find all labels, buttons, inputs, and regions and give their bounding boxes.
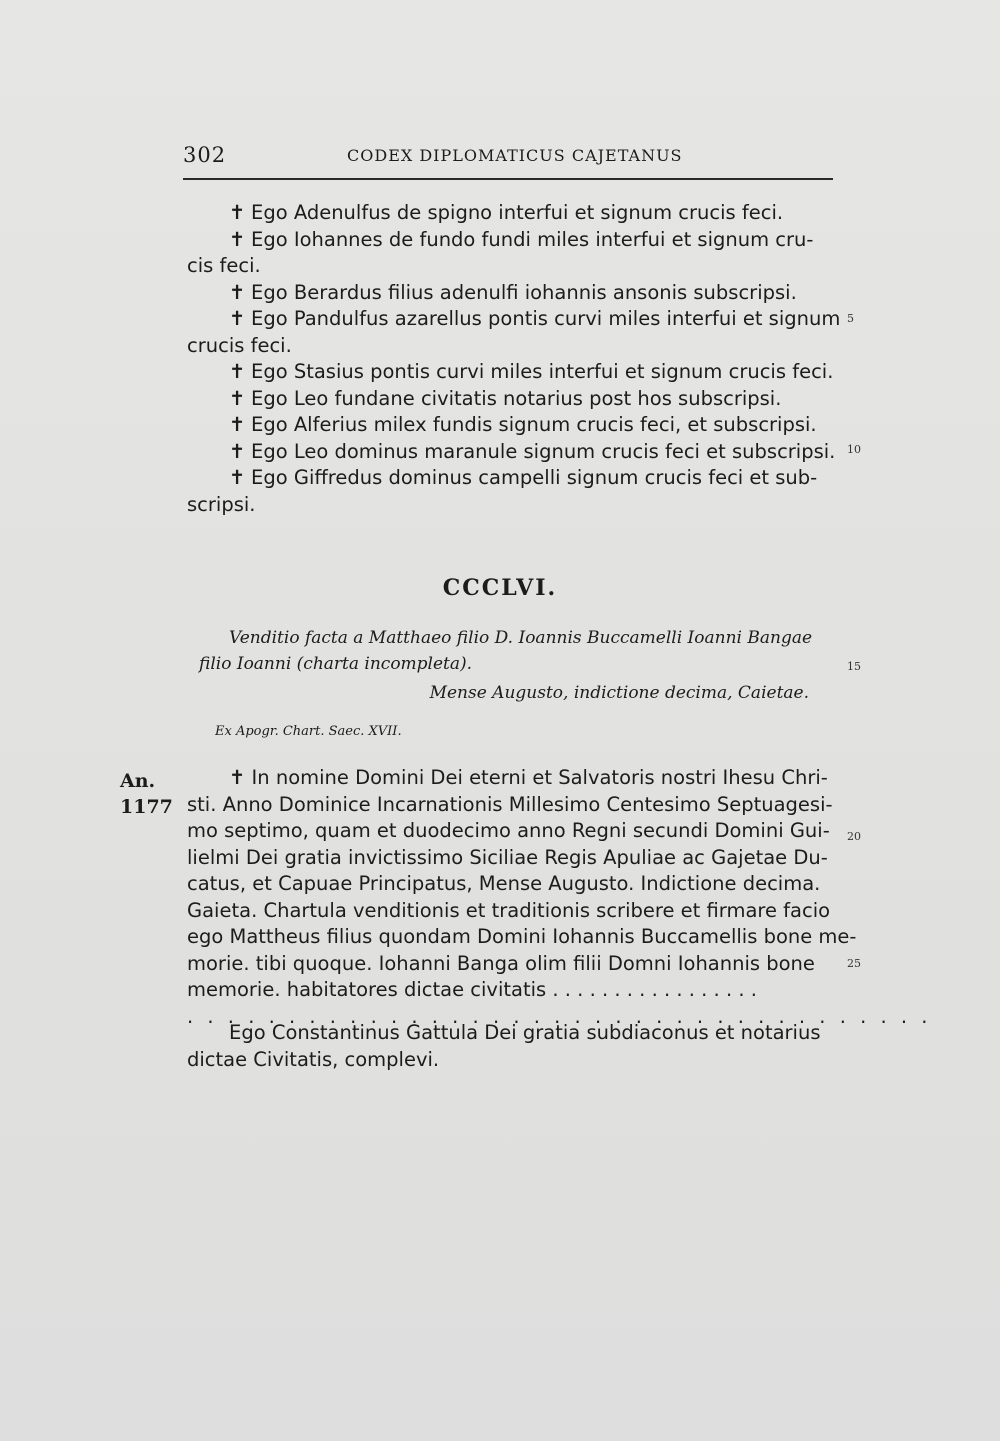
body-line: ✝ In nomine Domini Dei eterni et Salvatoris nostri Ihesu Chri- bbox=[229, 766, 828, 789]
cross-icon: ✝ bbox=[229, 413, 246, 436]
document-title: CCCLVI. bbox=[442, 575, 558, 601]
source-note: Ex Apogr. Chart. Saec. XVII. bbox=[215, 724, 402, 739]
cross-icon: ✝ bbox=[229, 201, 246, 224]
signature-line: ✝ Ego Adenulfus de spigno interfui et signum crucis feci. bbox=[187, 200, 832, 227]
signature-line: scripsi. bbox=[187, 492, 256, 516]
signature-line: ✝ Ego Iohannes de fundo fundi miles interfui et signum cru- bbox=[187, 227, 832, 254]
date-line: Mense Augusto, indictione decima, Caietae. bbox=[429, 683, 809, 703]
signature-line: ✝ Ego Giffredus dominus campelli signum crucis feci et sub- bbox=[187, 465, 832, 492]
signature-line: cis feci. bbox=[187, 254, 261, 277]
line-number: 20 bbox=[847, 830, 861, 843]
margin-year-label: An. bbox=[120, 770, 156, 792]
body-line: lielmi Dei gratia invictissimo Siciliae Regis Apuliae ac Gajetae Du- bbox=[187, 845, 828, 869]
line-number: 5 bbox=[847, 312, 854, 325]
body-line: memorie. habitatores dictae civitatis . . . . . . . . . . . . . . . . . bbox=[187, 978, 757, 1001]
cross-icon: ✝ bbox=[229, 360, 246, 383]
closing-line: Ego Constantinus Gattula Dei gratia subdiaconus et notarius bbox=[229, 1021, 821, 1044]
running-head: CODEX DIPLOMATICUS CAJETANUS bbox=[347, 146, 683, 165]
summary-line: filio Ioanni (charta incompleta). bbox=[199, 654, 473, 674]
document-summary bbox=[199, 625, 833, 677]
cross-icon: ✝ bbox=[229, 280, 246, 304]
body-line: catus, et Capuae Principatus, Mense Augusto. Indictione decima. bbox=[187, 872, 821, 895]
closing-line: dictae Civitatis, complevi. bbox=[187, 1047, 440, 1071]
cross-icon: ✝ bbox=[229, 386, 246, 410]
body-line: Gaieta. Chartula venditionis et traditionis scribere et firmare facio bbox=[187, 898, 831, 922]
signature-line: crucis feci. bbox=[187, 333, 292, 357]
line-number: 15 bbox=[847, 660, 861, 673]
page-header bbox=[183, 143, 833, 169]
line-number: 10 bbox=[847, 443, 861, 456]
margin-year-value: 1177 bbox=[120, 796, 173, 818]
page-number: 302 bbox=[183, 143, 227, 167]
body-line: morie. tibi quoque. Iohanni Banga olim filii Domni Iohannis bone bbox=[187, 951, 815, 975]
ellipsis-line: . . . . . . . . . . . . . . . . . . . . . . . . . . . . . . . . . . . . . bbox=[187, 1004, 932, 1028]
signature-line: ✝ Ego Leo fundane civitatis notarius post hos subscripsi. bbox=[187, 386, 832, 413]
header-rule bbox=[183, 178, 833, 180]
body-line: mo septimo, quam et duodecimo anno Regni secundi Domini Gui- bbox=[187, 819, 830, 842]
signature-line: ✝ Ego Pandulfus azarellus pontis curvi miles interfui et signum bbox=[187, 306, 832, 333]
cross-icon: ✝ bbox=[229, 466, 246, 489]
summary-line: Venditio facta a Matthaeo filio D. Ioannis Buccamelli Ioanni Bangae bbox=[229, 628, 813, 648]
signature-line: ✝ Ego Alferius milex fundis signum crucis feci, et subscripsi. bbox=[187, 412, 832, 439]
body-line: ego Mattheus filius quondam Domini Iohannis Buccamellis bone me- bbox=[187, 925, 857, 948]
cross-icon: ✝ bbox=[229, 227, 246, 251]
line-number: 25 bbox=[847, 957, 861, 970]
closing-subscription bbox=[187, 1020, 832, 1073]
signature-list bbox=[187, 200, 841, 518]
cross-icon: ✝ bbox=[229, 307, 246, 330]
signature-line: ✝ Ego Berardus filius adenulfi iohannis ansonis subscripsi. bbox=[187, 280, 832, 307]
signature-line: ✝ Ego Stasius pontis curvi miles interfui et signum crucis feci. bbox=[187, 359, 832, 386]
cross-icon: ✝ bbox=[229, 439, 246, 463]
signature-line: ✝ Ego Leo dominus maranule signum crucis feci et subscripsi. bbox=[187, 439, 832, 466]
body-line: sti. Anno Dominice Incarnationis Millesimo Centesimo Septuagesi- bbox=[187, 792, 833, 816]
